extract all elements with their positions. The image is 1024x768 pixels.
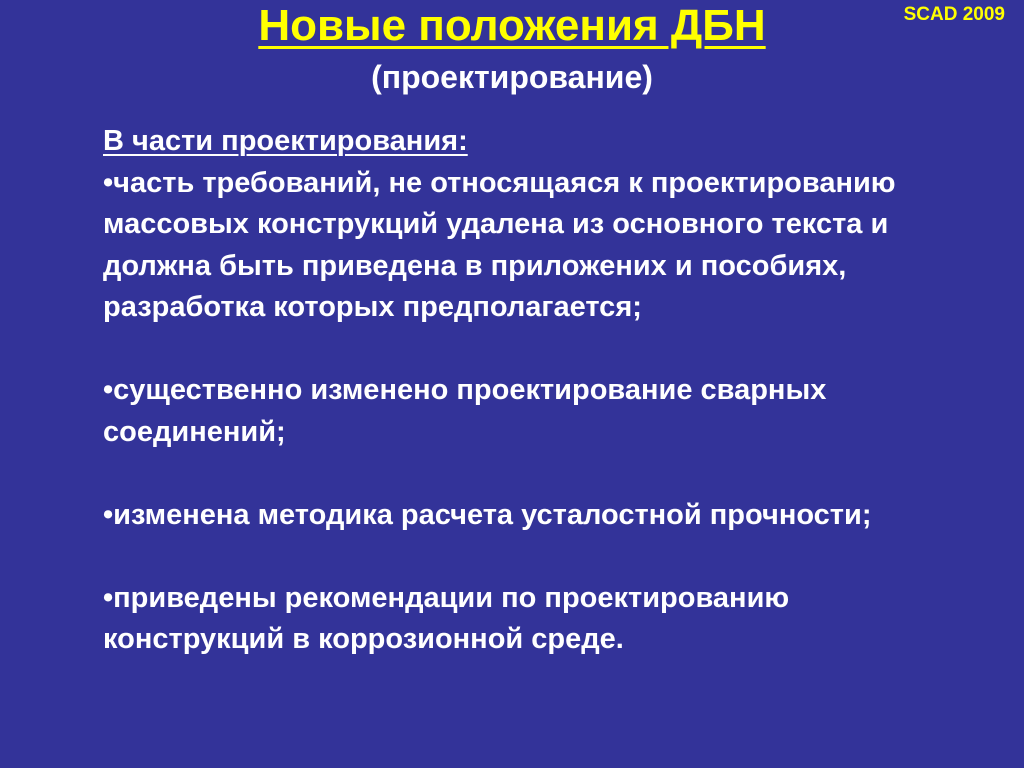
scad-badge: SCAD 2009	[903, 4, 1005, 25]
slide-title: Новые положения ДБН	[258, 1, 766, 50]
slide-content	[103, 121, 963, 661]
section-heading: В части проектирования:	[103, 125, 468, 157]
slide-subtitle: (проектирование)	[371, 59, 653, 95]
bullet-item: • приведены рекомендации по проектированию конструкций в коррозионной среде.	[103, 578, 963, 661]
bullet-item: • изменена методика расчета усталостной прочности;	[103, 495, 963, 537]
bullet-item: • часть требований, не относящаяся к проектированию массовых конструкций удалена из основного текста и должна быть приведена в приложених и пособиях, разработка которых предполагается;	[103, 163, 963, 329]
bullet-item: • существенно изменено проектирование сварных соединений;	[103, 370, 963, 453]
